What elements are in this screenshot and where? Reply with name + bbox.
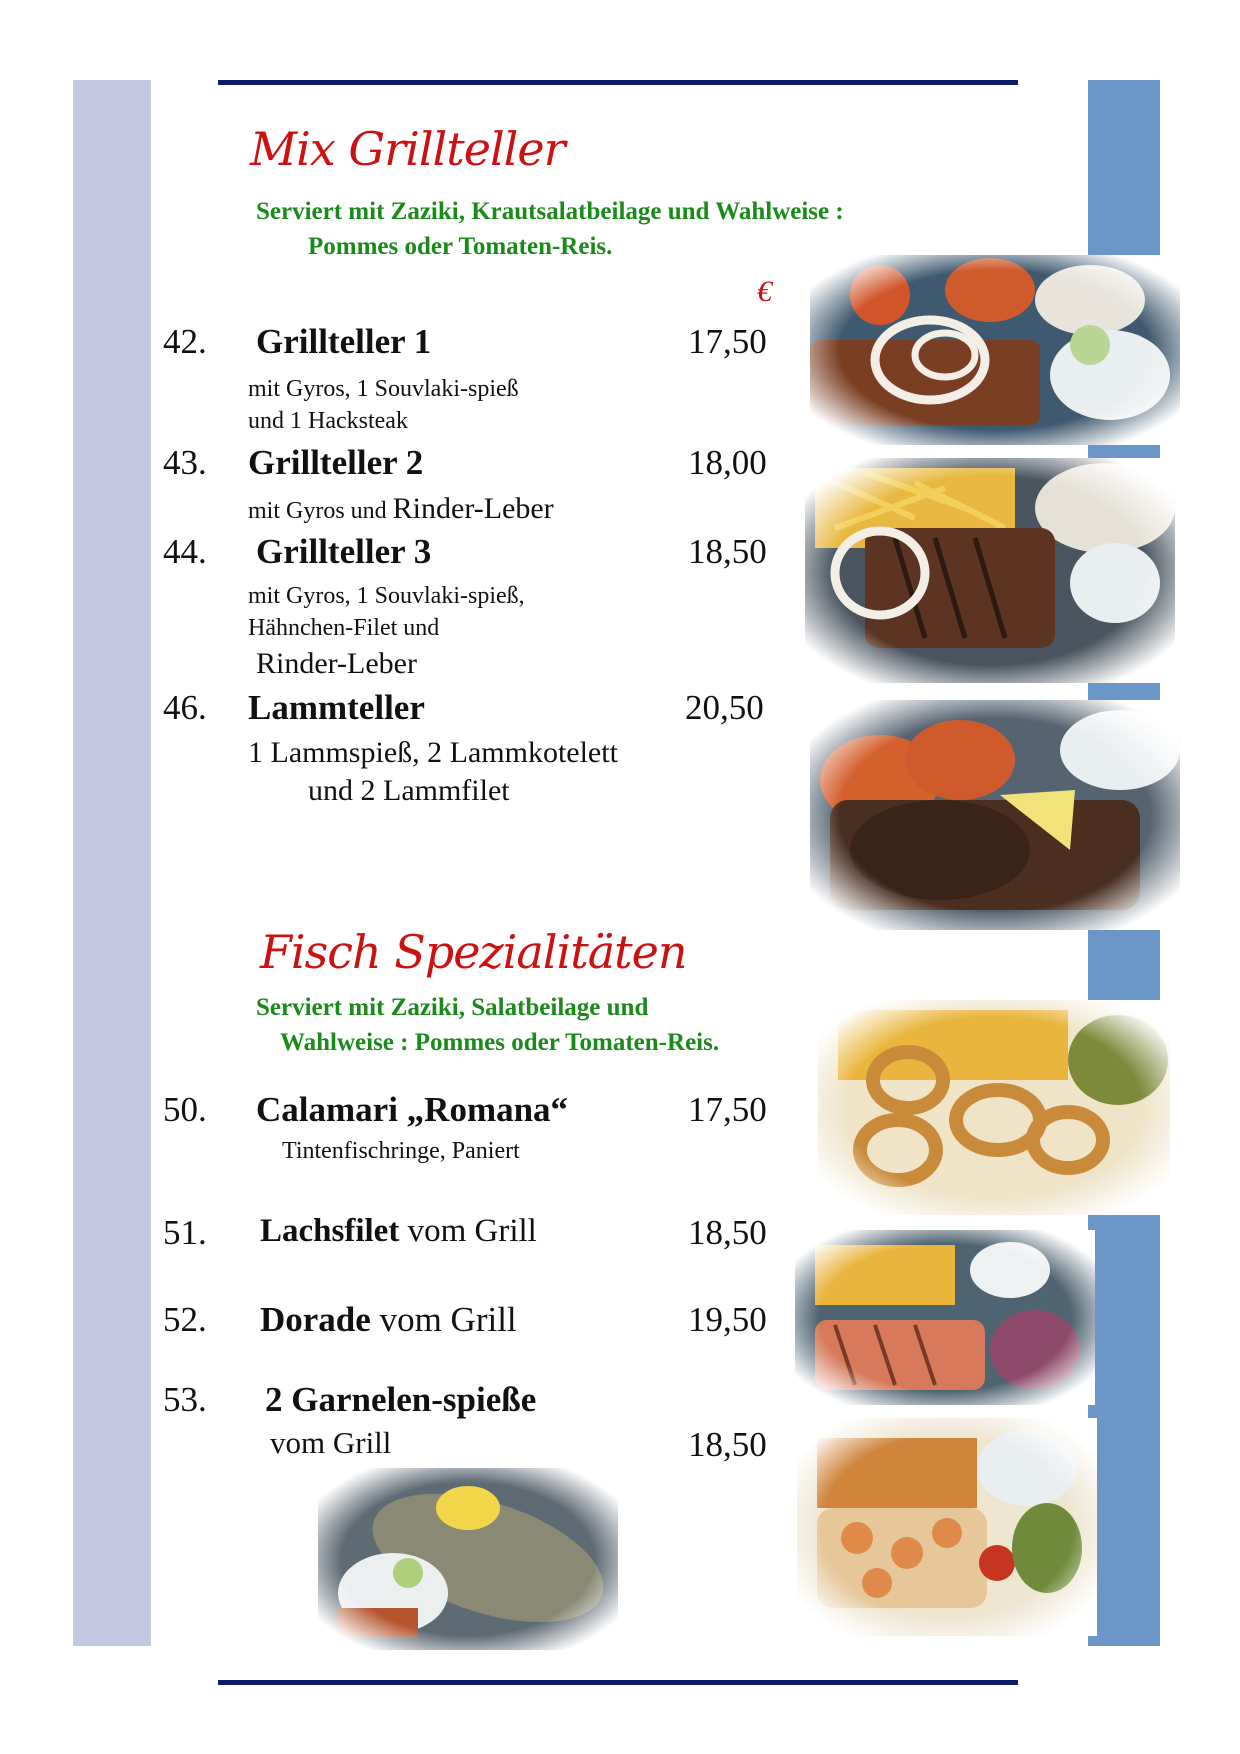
item-number: 46.: [163, 688, 207, 727]
item-number: 51.: [163, 1213, 207, 1252]
currency-symbol: €: [757, 275, 772, 308]
item-name: Dorade vom Grill: [260, 1300, 517, 1339]
item-description: 1 Lammspieß, 2 Lammkotelett: [248, 736, 618, 769]
item-description: Rinder-Leber: [256, 647, 417, 680]
item-name: 2 Garnelen-spieße: [265, 1380, 537, 1419]
garnelen-photo: [797, 1418, 1097, 1636]
item-number: 52.: [163, 1300, 207, 1339]
item-number: 44.: [163, 532, 207, 571]
item-number: 43.: [163, 443, 207, 482]
item-description: mit Gyros, 1 Souvlaki-spieß: [248, 376, 519, 402]
left-decor-band: [73, 80, 151, 1646]
item-price: 19,50: [688, 1300, 767, 1339]
item-description: und 1 Hacksteak: [248, 408, 408, 434]
section-title-fisch: Fisch Spezialitäten: [260, 925, 687, 979]
calamari-photo: [818, 1000, 1170, 1215]
item-name: Lachsfilet vom Grill: [260, 1213, 537, 1249]
item-price: 18,50: [688, 1425, 767, 1464]
item-description: und 2 Lammfilet: [308, 774, 510, 807]
fisch-subtitle-line2: Wahlweise : Pommes oder Tomaten-Reis.: [280, 1029, 720, 1056]
dorade-photo: [318, 1468, 618, 1650]
grillteller-1-photo: [810, 255, 1180, 445]
item-name: Grillteller 3: [256, 532, 432, 571]
item-description: mit Gyros, 1 Souvlaki-spieß,: [248, 583, 525, 609]
grillteller-photo: [805, 458, 1175, 683]
top-rule: [218, 80, 1018, 85]
item-price: 18,00: [688, 443, 767, 482]
section-title-mix: Mix Grillteller: [250, 122, 565, 176]
item-price: 20,50: [685, 688, 764, 727]
item-name: Grillteller 2: [248, 443, 424, 482]
item-price: 17,50: [688, 1090, 767, 1129]
item-description: Tintenfischringe, Paniert: [282, 1138, 520, 1164]
item-description: mit Gyros und Rinder-Leber: [248, 492, 554, 525]
item-number: 42.: [163, 322, 207, 361]
item-description: vom Grill: [270, 1425, 392, 1460]
lachsfilet-photo: [795, 1230, 1095, 1405]
bottom-rule: [218, 1680, 1018, 1685]
item-name: Lammteller: [248, 688, 425, 727]
mix-subtitle-line1: Serviert mit Zaziki, Krautsalatbeilage und Wahlweise :: [256, 198, 844, 225]
item-name: Grillteller 1: [256, 322, 432, 361]
item-price: 18,50: [688, 1213, 767, 1252]
item-price: 18,50: [688, 532, 767, 571]
item-name: Calamari „Romana“: [256, 1090, 569, 1129]
mix-subtitle-line2: Pommes oder Tomaten-Reis.: [308, 233, 613, 260]
item-price: 17,50: [688, 322, 767, 361]
item-description: Hähnchen-Filet und: [248, 615, 440, 641]
item-number: 53.: [163, 1380, 207, 1419]
fisch-subtitle-line1: Serviert mit Zaziki, Salatbeilage und: [256, 994, 649, 1021]
lammteller-photo: [810, 700, 1180, 930]
item-number: 50.: [163, 1090, 207, 1129]
